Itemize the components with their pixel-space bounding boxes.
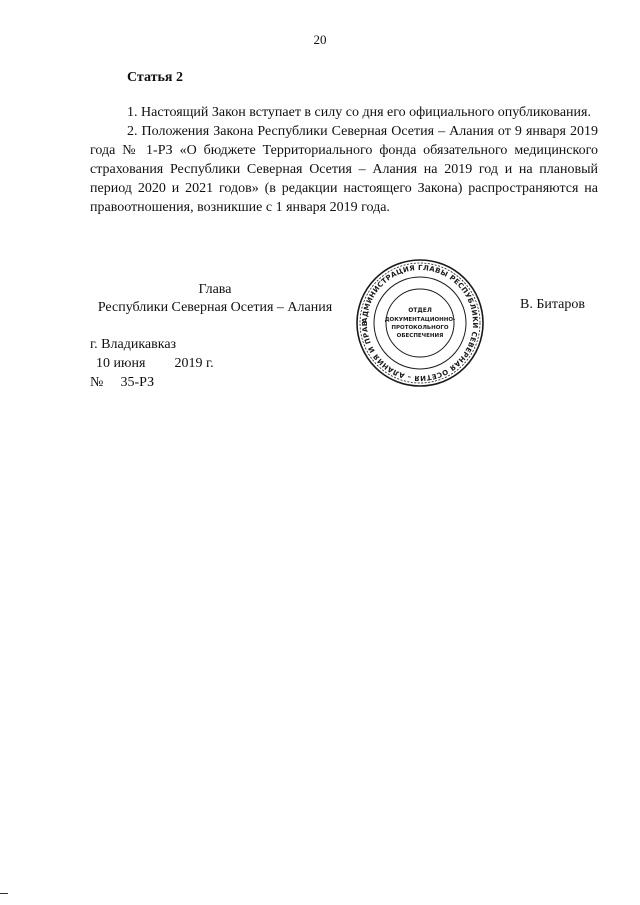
seal-center-line4: ОБЕСПЕЧЕНИЯ <box>396 333 444 339</box>
page-number: 20 <box>313 32 327 47</box>
seal-center-line3: ПРОТОКОЛЬНОГО <box>391 325 449 331</box>
law-number: 35-РЗ <box>120 375 155 390</box>
law-number-line <box>90 373 214 392</box>
seal-graphic <box>355 258 485 388</box>
document-body <box>90 103 598 217</box>
official-seal <box>355 258 485 388</box>
signatory-title-line1: Глава <box>198 282 232 297</box>
signatory-title-line2: Республики Северная Осетия – Алания <box>97 300 333 315</box>
scan-corner-mark <box>0 893 8 902</box>
date-line <box>90 354 214 373</box>
date-year: 2019 г. <box>174 356 214 371</box>
seal-outer-text: АДМИНИСТРАЦИЯ ГЛАВЫ РЕСПУБЛИКИ СЕВЕРНАЯ ОСЕТИЯ – АЛАНИЯ И ПРАВ <box>360 263 480 383</box>
paragraph-1: 1. Настоящий Закон вступает в силу со дня его официального опубликования. <box>127 105 591 120</box>
seal-center-line1: ОТДЕЛ <box>408 307 432 314</box>
city-line: г. Владикавказ <box>90 337 177 352</box>
seal-center-line2: ДОКУМЕНТАЦИОННО- <box>384 317 456 323</box>
place-date-block <box>90 335 214 392</box>
date-day: 10 июня <box>96 356 146 371</box>
number-label: № <box>90 375 104 390</box>
signatory-name: В. Битаров <box>520 297 585 312</box>
paragraph-2: 2. Положения Закона Республики Северная Осетия – Алания от 9 января 2019 года № 1-РЗ «О бюджете Территориального фонда обязательного медицинского страхования Республики Северная Осетия – Алания на 2019 год и на плановый период 2020 и 2021 годов» (в редакции настоящего Закона) распространяются на правоотношения, возникшие с 1 января 2019 года. <box>90 124 598 215</box>
article-title: Статья 2 <box>127 70 183 85</box>
signatory-title <box>90 281 340 317</box>
